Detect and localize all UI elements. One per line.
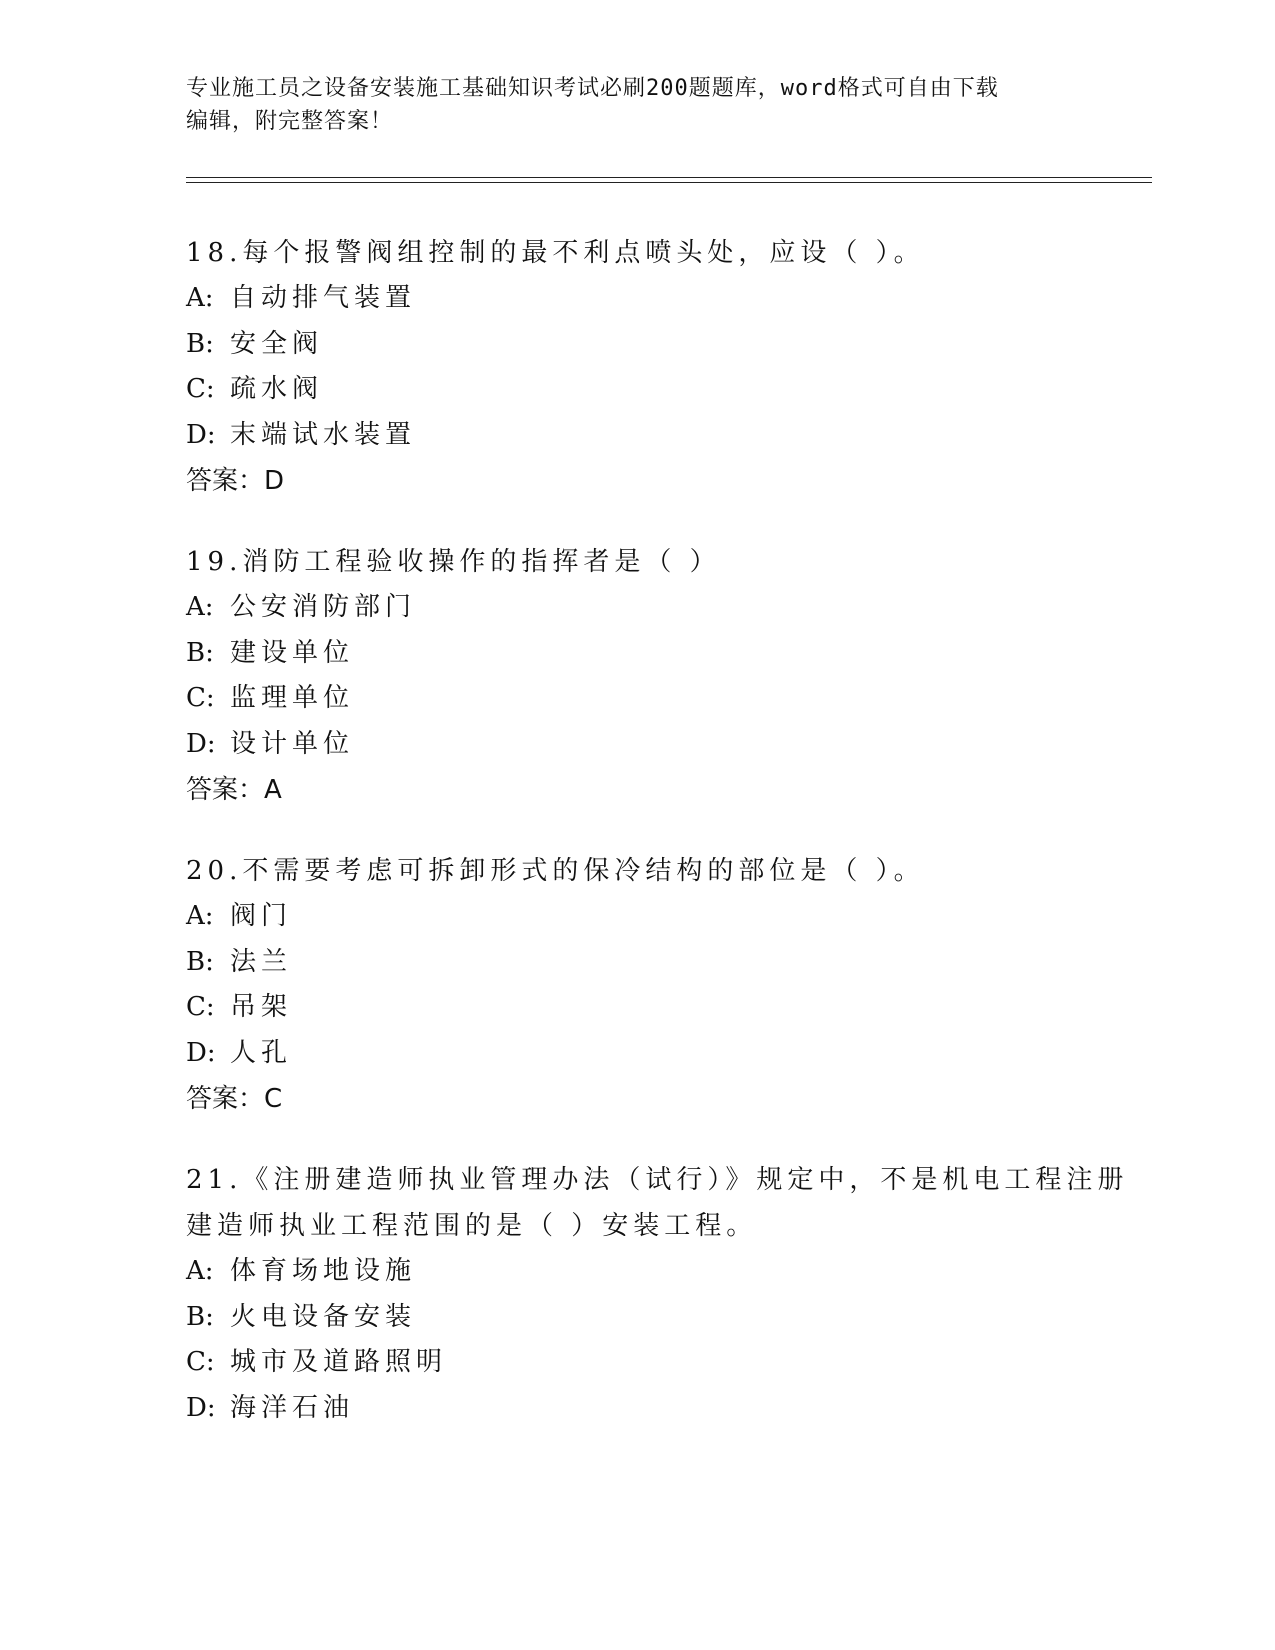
option-letter: B: [186, 1301, 214, 1332]
option-c [186, 985, 1152, 1031]
option-a [186, 894, 1152, 940]
option-letter: B: [186, 328, 214, 359]
option-b [186, 940, 1152, 986]
option-letter: D: [186, 728, 216, 759]
option-b [186, 631, 1152, 677]
answer: 答案：A [186, 775, 282, 805]
option-letter: C: [186, 683, 215, 713]
question-stem: 18.每个报警阀组控制的最不利点喷头处，应设（ ）。 [186, 238, 925, 268]
option-letter: D: [186, 1037, 216, 1068]
option-letter: D: [186, 419, 216, 450]
option-letter: B: [186, 946, 214, 977]
header-rule-top [186, 177, 1152, 178]
question-stem: 21.《注册建造师执业管理办法（试行）》规定中，不是机电工程注册建造师执业工程范围的是（ ）安装工程。 [186, 1165, 1129, 1241]
option-d [186, 413, 1152, 459]
option-letter: C: [186, 374, 215, 404]
question-18 [186, 230, 1152, 504]
option-text: 海洋石油 [230, 1392, 355, 1423]
option-letter: C: [186, 992, 215, 1022]
option-text: 末端试水装置 [230, 419, 417, 450]
option-text: 公安消防部门 [230, 592, 417, 622]
document-header [186, 72, 1086, 138]
question-19 [186, 539, 1152, 813]
option-letter: C: [186, 1347, 215, 1377]
answer: 答案：D [186, 466, 285, 496]
option-b [186, 322, 1152, 368]
option-letter: A: [186, 901, 214, 931]
option-text: 火电设备安装 [230, 1301, 417, 1332]
option-text: 疏水阀 [230, 374, 324, 404]
option-a [186, 1249, 1152, 1295]
option-d [186, 722, 1152, 768]
option-text: 法兰 [230, 946, 293, 977]
option-text: 吊架 [230, 992, 293, 1022]
option-b [186, 1295, 1152, 1341]
option-c [186, 676, 1152, 722]
option-letter: A: [186, 1256, 214, 1286]
question-stem: 19.消防工程验收操作的指挥者是（ ） [186, 547, 721, 577]
option-letter: A: [186, 283, 214, 313]
question-list [186, 230, 1152, 1466]
option-text: 人孔 [230, 1037, 293, 1068]
option-letter: B: [186, 637, 214, 668]
option-d [186, 1031, 1152, 1077]
header-line-2: 编辑，附完整答案！ [186, 109, 394, 134]
option-text: 设计单位 [230, 728, 355, 759]
header-rule-bottom [186, 182, 1152, 183]
question-21 [186, 1157, 1152, 1431]
option-letter: D: [186, 1392, 216, 1423]
option-c [186, 367, 1152, 413]
option-text: 体育场地设施 [230, 1256, 417, 1286]
question-20 [186, 848, 1152, 1122]
option-c [186, 1340, 1152, 1386]
option-a [186, 276, 1152, 322]
option-a [186, 585, 1152, 631]
option-text: 监理单位 [230, 683, 355, 713]
option-text: 建设单位 [230, 637, 355, 668]
option-letter: A: [186, 592, 214, 622]
option-d [186, 1386, 1152, 1432]
header-line-1: 专业施工员之设备安装施工基础知识考试必刷200题题库，word格式可自由下载 [186, 76, 999, 101]
option-text: 阀门 [230, 901, 293, 931]
answer: 答案：C [186, 1084, 283, 1114]
option-text: 城市及道路照明 [230, 1347, 448, 1377]
option-text: 安全阀 [230, 328, 324, 359]
question-stem: 20.不需要考虑可拆卸形式的保冷结构的部位是（ ）。 [186, 856, 925, 886]
option-text: 自动排气装置 [230, 283, 417, 313]
